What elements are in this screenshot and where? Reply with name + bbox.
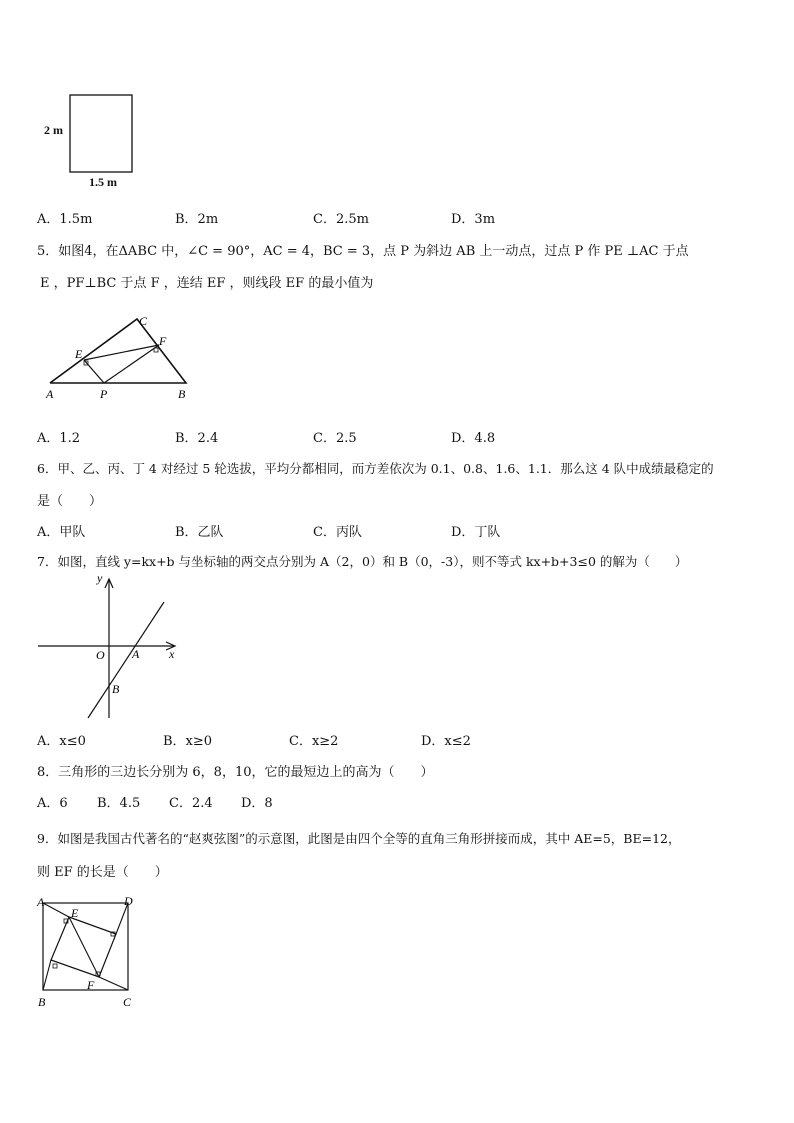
q8-text-line1: 8．三角形的三边长分别为 6，8，10，它的最短边上的高为（ ）	[37, 765, 434, 780]
label-x: x	[169, 647, 175, 661]
rect-width-label: 1.5 m	[89, 175, 117, 189]
q6-option-a: A．甲队	[37, 525, 86, 540]
q9-text-line1: 9．如图是我国古代著名的“赵爽弦图”的示意图，此图是由四个全等的直角三角形拼接而成，其中 AE=5，BE=12，	[37, 831, 681, 846]
q4-option-d: D．3m	[451, 212, 496, 227]
q5-option-d: D．4.8	[451, 431, 496, 446]
q9-figure-svg	[33, 893, 143, 1011]
q6-option-c: C．丙队	[313, 525, 362, 540]
q6-text-line1: 6．甲、乙、丙、丁 4 对经过 5 轮选拔，平均分都相同，而方差依次为 0.1、0.8、1.6、1.1．那么这 4 队中成绩最稳定的	[37, 461, 714, 476]
q5-text-line2: E ，PF⊥BC 于点 F ，连结 EF ，则线段 EF 的最小值为	[40, 276, 374, 291]
right-angle-mark	[53, 964, 57, 968]
q4-option-c: C．2.5m	[313, 212, 369, 227]
q8-option-b: B．4.5	[97, 796, 141, 811]
q7-text-line1: 7．如图，直线 y=kx+b 与坐标轴的两交点分别为 A（2，0）和 B（0，-3），则不等式 kx+b+3≤0 的解为（ ）	[37, 554, 688, 569]
q9-figure	[33, 893, 143, 1011]
label-f: F	[159, 334, 167, 348]
q6-text-line2: 是（ ）	[37, 494, 103, 509]
label-d: D	[124, 894, 133, 908]
label-o: O	[96, 648, 105, 662]
q5-option-c: C．2.5	[313, 431, 357, 446]
label-a: A	[37, 895, 45, 909]
q5-option-b: B．2.4	[175, 431, 219, 446]
label-e: E	[75, 347, 83, 361]
rect-figure	[40, 90, 140, 190]
label-p: P	[100, 387, 108, 401]
q6-option-b: B．乙队	[175, 525, 224, 540]
label-c: C	[123, 995, 132, 1009]
q8-option-d: D．8	[241, 796, 273, 811]
q5-text-line1: 5．如图4，在ΔABC 中，∠C = 90°，AC = 4，BC = 3，点 P 为斜边 AB 上一动点，过点 P 作 PE ⊥AC 于点	[37, 244, 689, 259]
rect-height-label: 2 m	[44, 123, 63, 137]
label-e: E	[71, 906, 79, 920]
label-f: F	[87, 978, 95, 992]
q6-option-d: D．丁队	[451, 525, 501, 540]
q7-option-c: C．x≥2	[289, 734, 339, 749]
segment-ae	[43, 903, 69, 917]
q5-option-a: A．1.2	[37, 431, 81, 446]
q7-figure-svg	[30, 570, 190, 722]
label-b: B	[38, 995, 46, 1009]
q7-option-a: A．x≤0	[37, 734, 86, 749]
q4-option-a: A．1.5m	[37, 212, 93, 227]
label-c: C	[139, 314, 148, 328]
q7-figure	[30, 570, 190, 722]
q8-option-c: C．2.4	[169, 796, 213, 811]
outer-square	[43, 903, 128, 990]
segment-pe	[84, 360, 104, 383]
q5-figure-svg	[40, 305, 220, 405]
segment-b	[43, 960, 51, 990]
q7-option-d: D．x≤2	[421, 734, 471, 749]
label-y: y	[97, 571, 103, 585]
q5-figure	[40, 305, 220, 405]
rectangle-shape	[70, 95, 132, 172]
label-a: A	[46, 387, 54, 401]
q4-option-b: B．2m	[175, 212, 219, 227]
label-b: B	[112, 682, 120, 696]
q7-option-b: B．x≥0	[163, 734, 213, 749]
label-b: B	[178, 387, 186, 401]
q9-text-line2: 则 EF 的长是（ ）	[37, 865, 168, 880]
label-a: A	[132, 647, 140, 661]
q8-option-a: A．6	[37, 796, 68, 811]
segment-cf	[99, 977, 128, 990]
